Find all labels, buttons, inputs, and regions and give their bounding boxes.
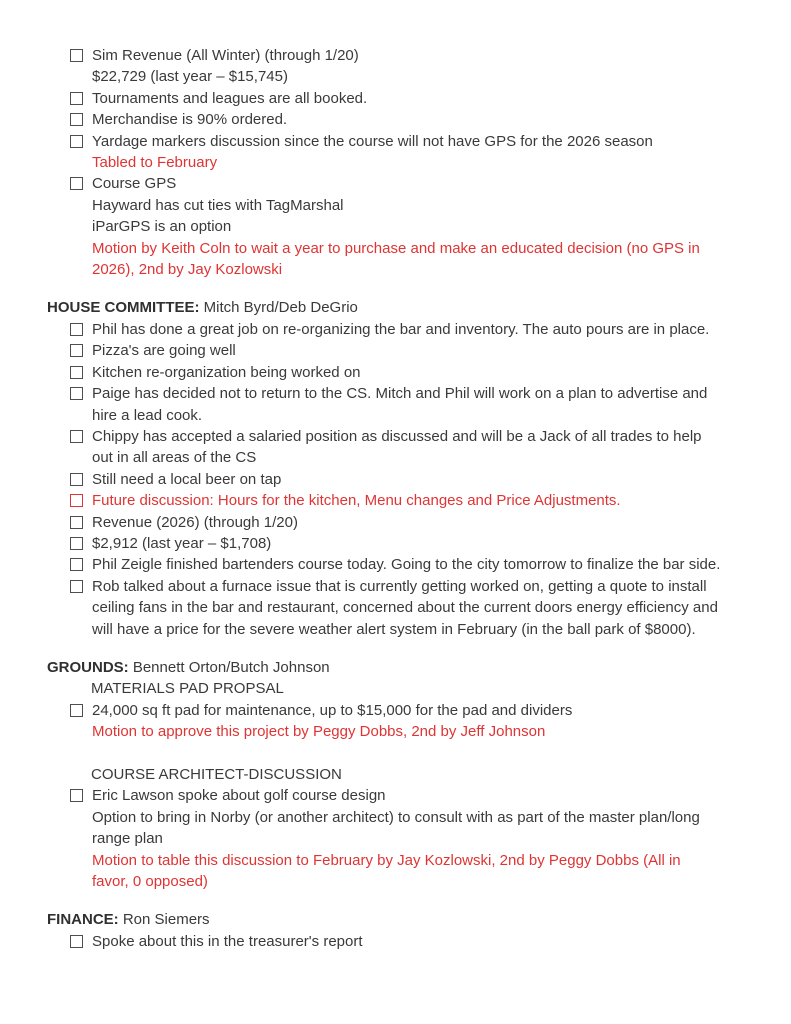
- list-item-lines: [92, 576, 781, 640]
- list-item-lines: [92, 340, 781, 361]
- checkbox-icon[interactable]: [70, 387, 83, 400]
- checkbox-icon[interactable]: [70, 935, 83, 948]
- list-item-lines: [92, 469, 781, 490]
- checkbox-icon[interactable]: [70, 516, 83, 529]
- list-item-line: favor, 0 opposed): [92, 873, 208, 891]
- list-item-lines: [92, 88, 781, 109]
- list-item-line: Pizza's are going well: [92, 342, 236, 360]
- checkbox-icon[interactable]: [70, 704, 83, 717]
- list-item-lines: [92, 700, 781, 743]
- list-item: [70, 45, 781, 88]
- list-item-line: 2026), 2nd by Jay Kozlowski: [92, 261, 283, 279]
- list-item-line: Future discussion: Hours for the kitchen, Menu changes and Price Adjustments.: [92, 492, 621, 510]
- section-heading-title: HOUSE COMMITTEE:: [47, 299, 200, 317]
- list-item: [70, 340, 781, 361]
- checkbox-icon[interactable]: [70, 177, 83, 190]
- list-item-line: Tournaments and leagues are all booked.: [92, 89, 368, 107]
- section-heading-people: Bennett Orton/Butch Johnson: [128, 658, 330, 676]
- list-item: [70, 469, 781, 490]
- section: [47, 297, 781, 640]
- list-item-line: Eric Lawson spoke about golf course design: [92, 787, 386, 805]
- list-item: [70, 700, 781, 743]
- section-heading-people: Ron Siemers: [118, 911, 210, 929]
- section-heading: [47, 657, 781, 678]
- checkbox-icon[interactable]: [70, 344, 83, 357]
- list-item-line: Motion by Keith Coln to wait a year to purchase and make an educated decision (no GPS in: [92, 239, 700, 257]
- list-item-line: Still need a local beer on tap: [92, 470, 282, 488]
- section-heading: [47, 297, 781, 318]
- list-item: [70, 490, 781, 511]
- list-item-line: hire a lead cook.: [92, 406, 203, 424]
- list-item-line: $22,729 (last year – $15,745): [92, 68, 288, 86]
- list-item-line: Paige has decided not to return to the CS. Mitch and Phil will work on a plan to advertise and: [92, 385, 708, 403]
- list-item-line: Option to bring in Norby (or another architect) to consult with as part of the master plan/long: [92, 808, 700, 826]
- list-item-lines: [92, 45, 781, 88]
- list-item: [70, 533, 781, 554]
- section-heading-title: GROUNDS:: [47, 658, 129, 676]
- list-item-line: 24,000 sq ft pad for maintenance, up to $15,000 for the pad and dividers: [92, 701, 573, 719]
- list-item-line: iParGPS is an option: [92, 218, 232, 236]
- list-item: [70, 426, 781, 469]
- list-item: [70, 931, 781, 952]
- list-item-line: ceiling fans in the bar and restaurant, concerned about the current doors energy efficiency and: [92, 599, 718, 617]
- section: [47, 657, 781, 892]
- list-item: [70, 554, 781, 575]
- list-item-lines: [92, 533, 781, 554]
- list-item-line: Yardage markers discussion since the course will not have GPS for the 2026 season: [92, 132, 653, 150]
- list-item-line: Hayward has cut ties with TagMarshal: [92, 196, 344, 214]
- list-item: [70, 362, 781, 383]
- list-item-lines: [92, 362, 781, 383]
- checkbox-icon[interactable]: [70, 430, 83, 443]
- list-item-line: range plan: [92, 830, 163, 848]
- list-item-line: Phil has done a great job on re-organizing the bar and inventory. The auto pours are in place.: [92, 320, 710, 338]
- list-item-line: Chippy has accepted a salaried position as discussed and will be a Jack of all trades to help: [92, 427, 702, 445]
- list-item-line: will have a price for the severe weather alert system in February (in the ball park of $8000).: [92, 620, 696, 638]
- list-item-lines: [92, 383, 781, 426]
- checkbox-icon[interactable]: [70, 558, 83, 571]
- checkbox-icon[interactable]: [70, 323, 83, 336]
- checkbox-icon[interactable]: [70, 92, 83, 105]
- checkbox-icon[interactable]: [70, 494, 83, 507]
- list-item: [70, 319, 781, 340]
- list-item-lines: [92, 512, 781, 533]
- list-item-line: Motion to approve this project by Peggy Dobbs, 2nd by Jeff Johnson: [92, 723, 546, 741]
- list-item: [70, 383, 781, 426]
- list-item-line: Merchandise is 90% ordered.: [92, 111, 288, 129]
- list-item-line: Motion to table this discussion to February by Jay Kozlowski, 2nd by Peggy Dobbs (All in: [92, 851, 681, 869]
- list-item-line: Spoke about this in the treasurer's report: [92, 932, 363, 950]
- list-item-line: out in all areas of the CS: [92, 449, 257, 467]
- list-item-line: Phil Zeigle finished bartenders course today. Going to the city tomorrow to finalize the bar side.: [92, 556, 721, 574]
- subheading: MATERIALS PAD PROPSAL: [91, 680, 284, 698]
- list-item-line: $2,912 (last year – $1,708): [92, 534, 272, 552]
- checkbox-icon[interactable]: [70, 366, 83, 379]
- list-item-lines: [92, 554, 781, 575]
- section: [47, 45, 781, 280]
- list-item-lines: [92, 931, 781, 952]
- list-item: [70, 88, 781, 109]
- list-item-lines: [92, 319, 781, 340]
- list-item-lines: [92, 109, 781, 130]
- list-item: [70, 576, 781, 640]
- checkbox-icon[interactable]: [70, 789, 83, 802]
- list-item-line: Kitchen re-organization being worked on: [92, 363, 361, 381]
- checkbox-icon[interactable]: [70, 580, 83, 593]
- section-heading: [47, 909, 781, 930]
- subheading: COURSE ARCHITECT-DISCUSSION: [91, 765, 342, 783]
- list-item: [70, 173, 781, 280]
- section: [47, 909, 781, 952]
- list-item-lines: [92, 173, 781, 280]
- list-item-lines: [92, 426, 781, 469]
- list-item: [70, 131, 781, 174]
- list-item: [70, 785, 781, 892]
- checkbox-icon[interactable]: [70, 113, 83, 126]
- checkbox-icon[interactable]: [70, 49, 83, 62]
- section-heading-people: Mitch Byrd/Deb DeGrio: [199, 299, 358, 317]
- list-item: [70, 109, 781, 130]
- blank-line: [47, 743, 781, 764]
- checkbox-icon[interactable]: [70, 537, 83, 550]
- list-item-line: Rob talked about a furnace issue that is currently getting worked on, getting a quote to install: [92, 577, 707, 595]
- section-heading-title: FINANCE:: [47, 911, 119, 929]
- list-item-lines: [92, 131, 781, 174]
- list-item-line: Course GPS: [92, 175, 177, 193]
- list-item-line: Revenue (2026) (through 1/20): [92, 513, 298, 531]
- list-item: [70, 512, 781, 533]
- list-item-lines: [92, 785, 781, 892]
- list-item-line: Sim Revenue (All Winter) (through 1/20): [92, 47, 359, 64]
- list-item-lines: [92, 490, 781, 511]
- checkbox-icon[interactable]: [70, 473, 83, 486]
- list-item-line: Tabled to February: [92, 154, 218, 172]
- checkbox-icon[interactable]: [70, 135, 83, 148]
